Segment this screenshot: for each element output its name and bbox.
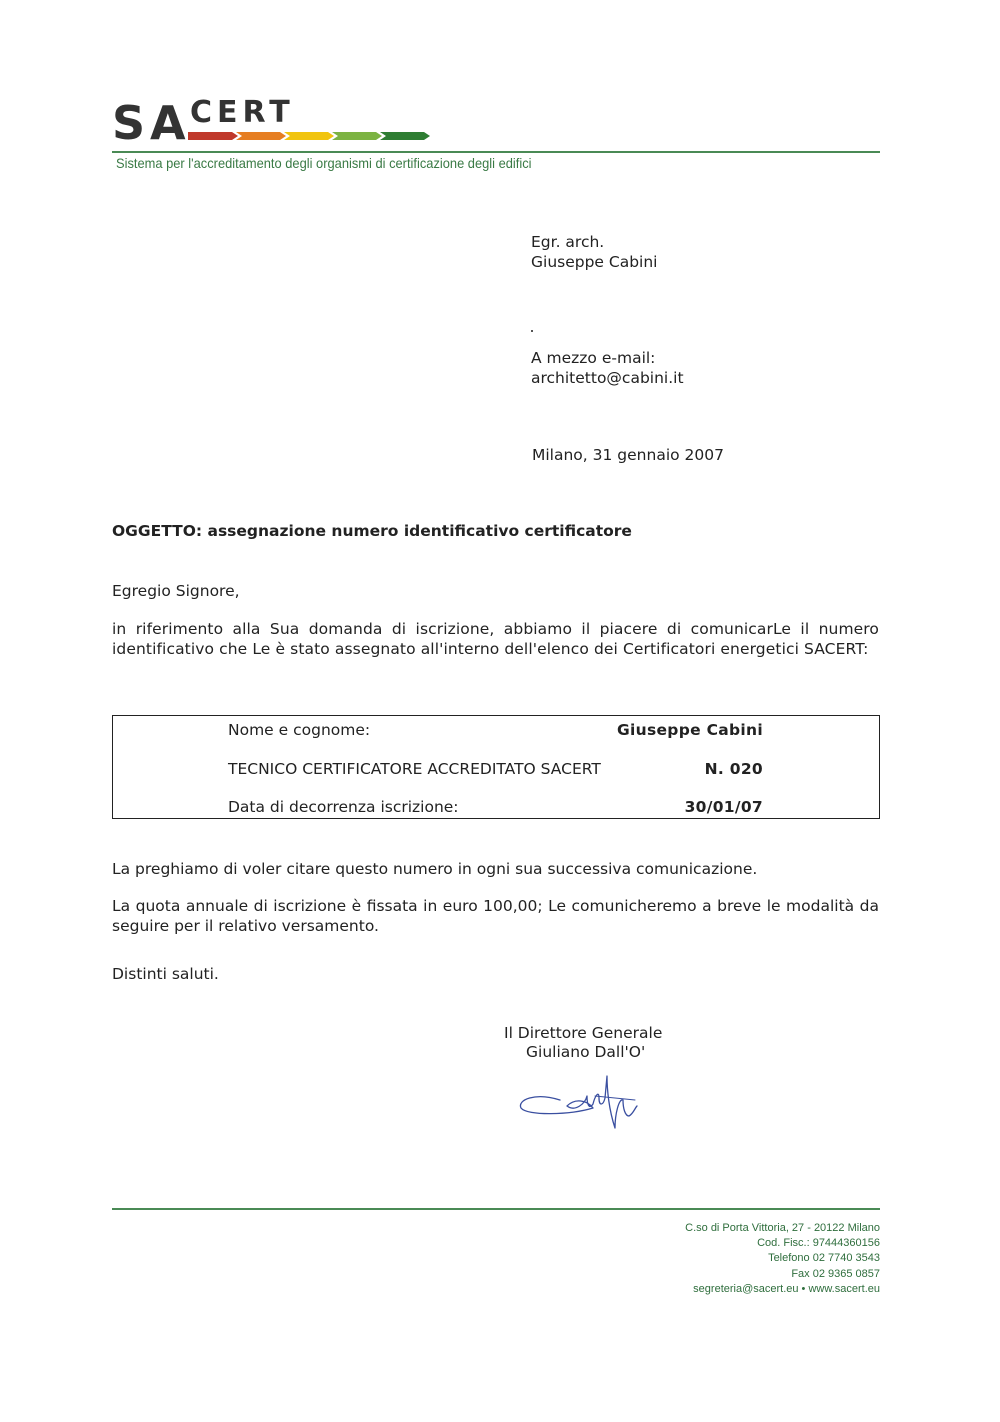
info-label: Data di decorrenza iscrizione: — [228, 798, 459, 816]
header-rule — [112, 151, 880, 153]
energy-class-arrows-icon — [188, 130, 438, 142]
footer-email-web: segreteria@sacert.eu • www.sacert.eu — [693, 1282, 880, 1295]
logo-letter-s: S — [112, 96, 146, 150]
intro-paragraph: in riferimento alla Sua domanda di iscrizione, abbiamo il piacere di comunicarLe il numero identificativo che Le è stato assegnato all'interno dell'elenco dei Certificatori energetici SACERT: — [112, 620, 879, 658]
stray-dot — [531, 330, 533, 332]
signer-role: Il Direttore Generale — [504, 1024, 663, 1042]
delivery-block — [531, 348, 684, 388]
signer-name: Giuliano Dall'O' — [526, 1043, 646, 1061]
sacert-logo — [112, 95, 352, 150]
info-box — [112, 715, 880, 819]
recipient-name: Giuseppe Cabini — [531, 253, 658, 271]
cite-paragraph: La preghiamo di voler citare questo numero in ogni sua successiva comunicazione. — [112, 860, 758, 878]
delivery-email: architetto@cabini.it — [531, 369, 684, 387]
footer-contacts — [600, 1221, 880, 1297]
info-value: 30/01/07 — [684, 798, 763, 816]
footer-phone: Telefono 02 7740 3543 — [768, 1252, 880, 1265]
closing-line: Distinti saluti. — [112, 965, 219, 983]
info-label: Nome e cognome: — [228, 721, 371, 739]
fee-paragraph: La quota annuale di iscrizione è fissata in euro 100,00; Le comunicheremo a breve le modalità da seguire per il relativo versamento. — [112, 897, 879, 935]
footer-address: C.so di Porta Vittoria, 27 - 20122 Milano — [685, 1222, 880, 1234]
tagline: Sistema per l'accreditamento degli organismi di certificazione degli edifici — [116, 155, 532, 171]
info-value: N. 020 — [704, 760, 763, 778]
handwritten-signature — [515, 1070, 665, 1140]
subject-line: OGGETTO: assegnazione numero identificativo certificatore — [112, 522, 632, 540]
info-label: TECNICO CERTIFICATORE ACCREDITATO SACERT — [228, 760, 601, 778]
footer-fax: Fax 02 9365 0857 — [791, 1267, 880, 1280]
footer-rule — [112, 1208, 880, 1210]
recipient-title: Egr. arch. — [531, 233, 605, 251]
delivery-method: A mezzo e-mail: — [531, 349, 656, 367]
logo-letter-a: A — [150, 96, 186, 150]
footer-tax-code: Cod. Fisc.: 97444360156 — [757, 1237, 880, 1250]
info-value: Giuseppe Cabini — [617, 721, 763, 739]
date-line: Milano, 31 gennaio 2007 — [532, 446, 724, 464]
recipient-block — [531, 232, 658, 272]
greeting: Egregio Signore, — [112, 582, 240, 600]
logo-letters-cert: CERT — [190, 95, 295, 130]
